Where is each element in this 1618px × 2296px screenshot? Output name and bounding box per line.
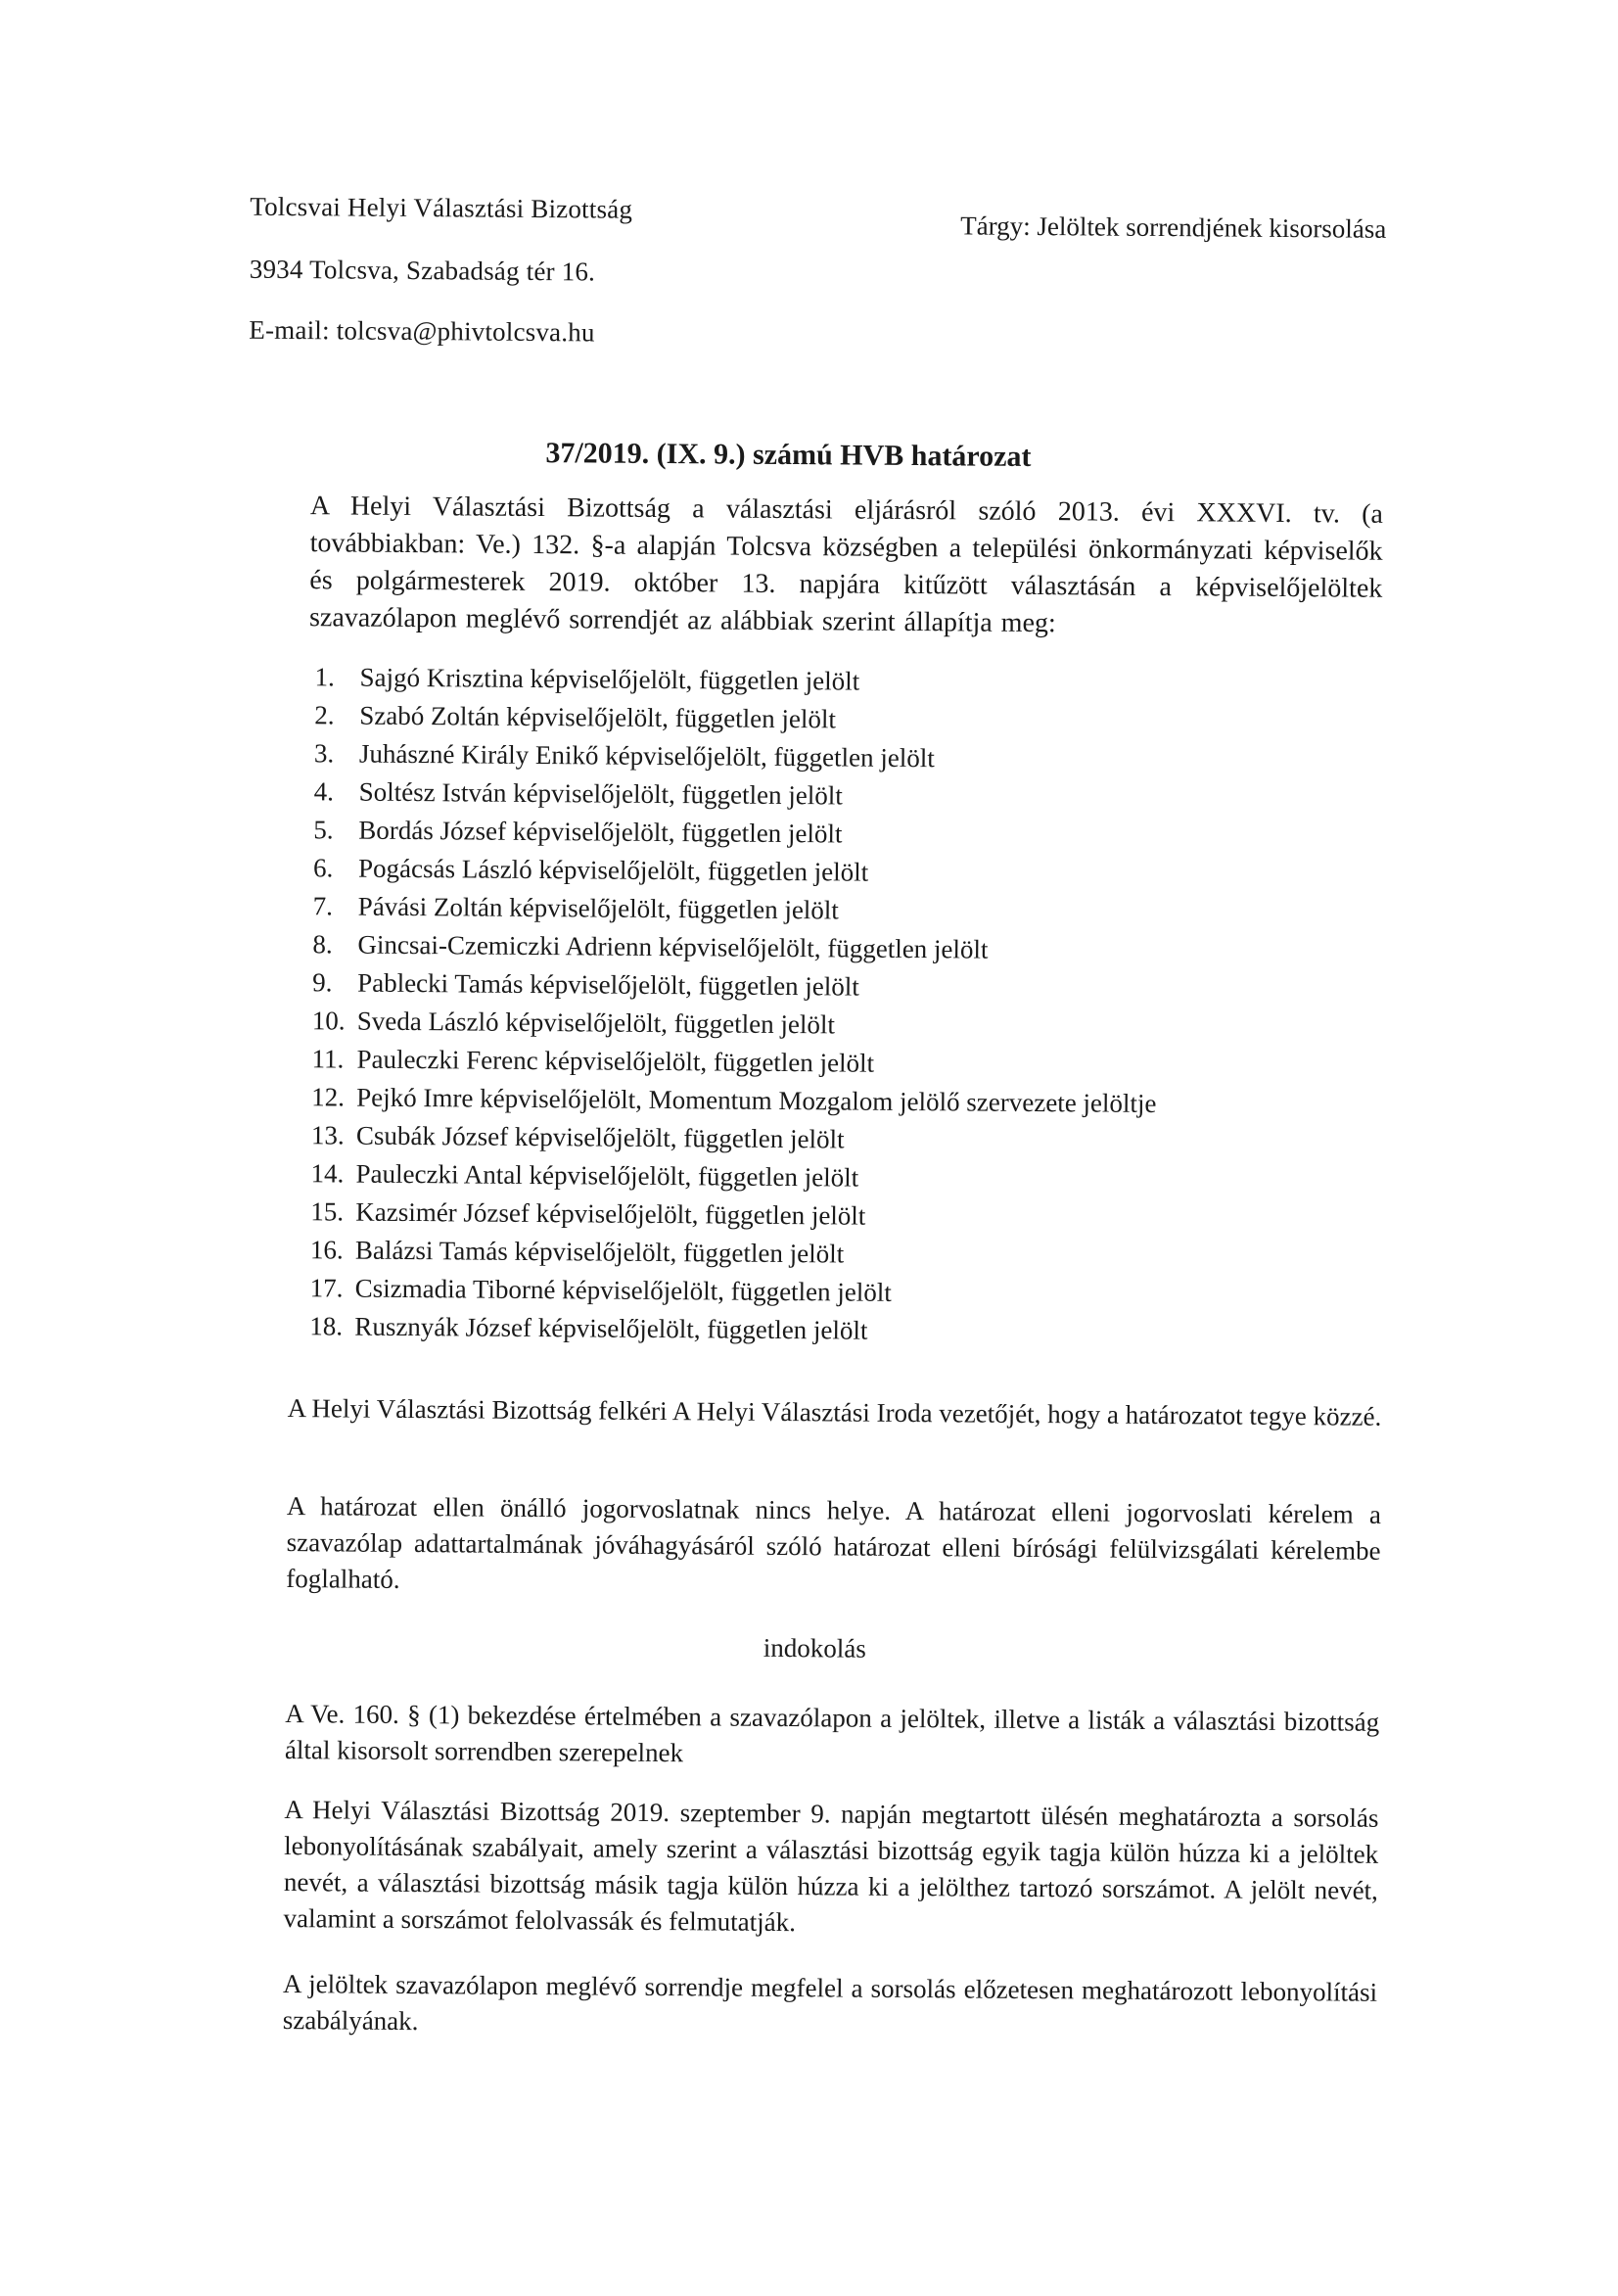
list-item-text: Pablecki Tamás képviselőjelölt, független jelölt xyxy=(357,967,859,1002)
list-item xyxy=(310,1269,1156,1314)
list-item-text: Csubák József képviselőjelölt, független jelölt xyxy=(355,1120,845,1154)
list-item xyxy=(314,734,1160,779)
legal-remedy-paragraph: A határozat ellen önálló jogorvoslatnak nincs helye. A határozat elleni jogorvoslati kérelem a szavazólap adattartalmának jóváhagyásáról szóló határozat elleni bírósági felülvizsgálati kérelembe foglalható. xyxy=(286,1491,1382,1594)
list-item xyxy=(310,1154,1156,1199)
list-item xyxy=(313,887,1159,932)
list-item-text: Balázsi Tamás képviselőjelölt, független jelölt xyxy=(354,1235,845,1269)
list-item-number: 14. xyxy=(310,1158,345,1189)
list-item-number: 15. xyxy=(310,1196,345,1227)
list-item xyxy=(309,1307,1155,1352)
list-item-text: Kazsimér József képviselőjelölt, független jelölt xyxy=(355,1196,866,1231)
list-item-number: 3. xyxy=(313,738,335,769)
list-item-text: Sveda László képviselőjelölt, független jelölt xyxy=(356,1006,836,1040)
list-item xyxy=(312,925,1158,970)
subject-line: Tárgy: Jelöltek sorrendjének kisorsolása xyxy=(960,211,1387,244)
sender-org-name: Tolcsvai Helyi Választási Bizottság xyxy=(250,191,633,224)
list-item-number: 16. xyxy=(309,1235,344,1265)
reasoning-paragraph-2: A Helyi Választási Bizottság 2019. szeptember 9. napján megtartott ülésén meghatározta a sorsolás lebonyolításának szabályait, amely szerint a választási bizottság egyik tagja külön húzza ki a jelöltek nevét, a választási bizottság másik tagja külön húzza ki a jelölthez tartozó sorszámot. A jelölt nevét, valamint a sorszámot felolvassák és felmutatják. xyxy=(283,1795,1379,1938)
list-item-number: 10. xyxy=(311,1006,346,1036)
list-item-text: Juhászné Király Enikő képviselőjelölt, független jelölt xyxy=(358,738,935,773)
list-item-number: 4. xyxy=(313,776,335,807)
list-item-text: Csizmadia Tiborné képviselőjelölt, független jelölt xyxy=(354,1273,892,1307)
list-item xyxy=(311,1116,1157,1161)
list-item-text: Bordás József képviselőjelölt, független jelölt xyxy=(358,815,843,849)
list-item xyxy=(312,1002,1158,1047)
list-item-number: 2. xyxy=(314,700,335,730)
sender-email: E-mail: tolcsva@phivtolcsva.hu xyxy=(249,314,595,348)
list-item-number: 18. xyxy=(309,1311,344,1341)
list-item-number: 12. xyxy=(311,1082,346,1112)
list-item-number: 5. xyxy=(313,815,334,845)
list-item-text: Sajgó Krisztina képviselőjelölt, független jelölt xyxy=(359,662,860,696)
list-item xyxy=(314,658,1160,703)
list-item-text: Pávási Zoltán képviselőjelölt, független jelölt xyxy=(357,891,840,925)
list-item xyxy=(311,1040,1157,1085)
list-item xyxy=(314,696,1160,741)
list-item-text: Pogácsás László képviselőjelölt, független jelölt xyxy=(357,853,869,887)
list-item-text: Pauleczki Antal képviselőjelölt, független jelölt xyxy=(355,1158,859,1193)
list-item xyxy=(310,1231,1156,1276)
sender-address: 3934 Tolcsva, Szabadság tér 16. xyxy=(249,254,596,287)
list-item xyxy=(314,773,1160,818)
list-item xyxy=(310,1193,1156,1238)
candidate-list xyxy=(309,658,1160,1352)
list-item-number: 8. xyxy=(312,929,333,960)
list-item-number: 6. xyxy=(312,853,334,883)
list-item-number: 9. xyxy=(312,967,333,998)
list-item xyxy=(312,963,1158,1008)
list-item-text: Soltész István képviselőjelölt, független jelölt xyxy=(358,776,843,811)
reasoning-paragraph-3: A jelöltek szavazólapon meglévő sorrendje megfelel a sorsolás előzetesen meghatározott lebonyolítási szabályának. xyxy=(282,1969,1378,2037)
list-item-number: 7. xyxy=(312,891,334,921)
reasoning-paragraph-1: A Ve. 160. § (1) bekezdése értelmében a szavazólapon a jelöltek, illetve a listák a választási bizottság által kisorsolt sorrendben szerepelnek xyxy=(284,1699,1380,1768)
list-item-text: Pejkó Imre képviselőjelölt, Momentum Mozgalom jelölő szervezete jelöltje xyxy=(356,1082,1157,1118)
list-item-number: 17. xyxy=(309,1273,344,1303)
resolution-title: 37/2019. (IX. 9.) számú HVB határozat xyxy=(545,437,1032,473)
list-item xyxy=(311,1078,1157,1123)
list-item-text: Szabó Zoltán képviselőjelölt, független jelölt xyxy=(359,700,837,734)
list-item-number: 11. xyxy=(311,1044,345,1074)
list-item-text: Rusznyák József képviselőjelölt, független jelölt xyxy=(354,1311,868,1345)
intro-paragraph: A Helyi Választási Bizottság a választási eljárásról szóló 2013. évi XXXVI. tv. (a továbbiakban: Ve.) 132. §-a alapján Tolcsva községben a települési önkormányzati képviselők és polgármesterek 2019. október 13. napjára kitűzött választásán a képviselőjelöltek szavazólapon meglévő sorrendjét az alábbiak szerint állapítja meg: xyxy=(308,491,1384,639)
reasoning-heading: indokolás xyxy=(763,1632,866,1663)
list-item-text: Gincsai-Czemiczki Adrienn képviselőjelölt, független jelölt xyxy=(357,929,989,964)
list-item-text: Pauleczki Ferenc képviselőjelölt, független jelölt xyxy=(356,1044,875,1078)
list-item-number: 1. xyxy=(314,662,335,692)
publication-request-paragraph: A Helyi Választási Bizottság felkéri A Helyi Választási Iroda vezetőjét, hogy a határozatot tegye közzé. xyxy=(287,1393,1382,1431)
list-item-number: 13. xyxy=(310,1120,345,1150)
list-item xyxy=(313,811,1159,856)
list-item xyxy=(313,849,1159,894)
